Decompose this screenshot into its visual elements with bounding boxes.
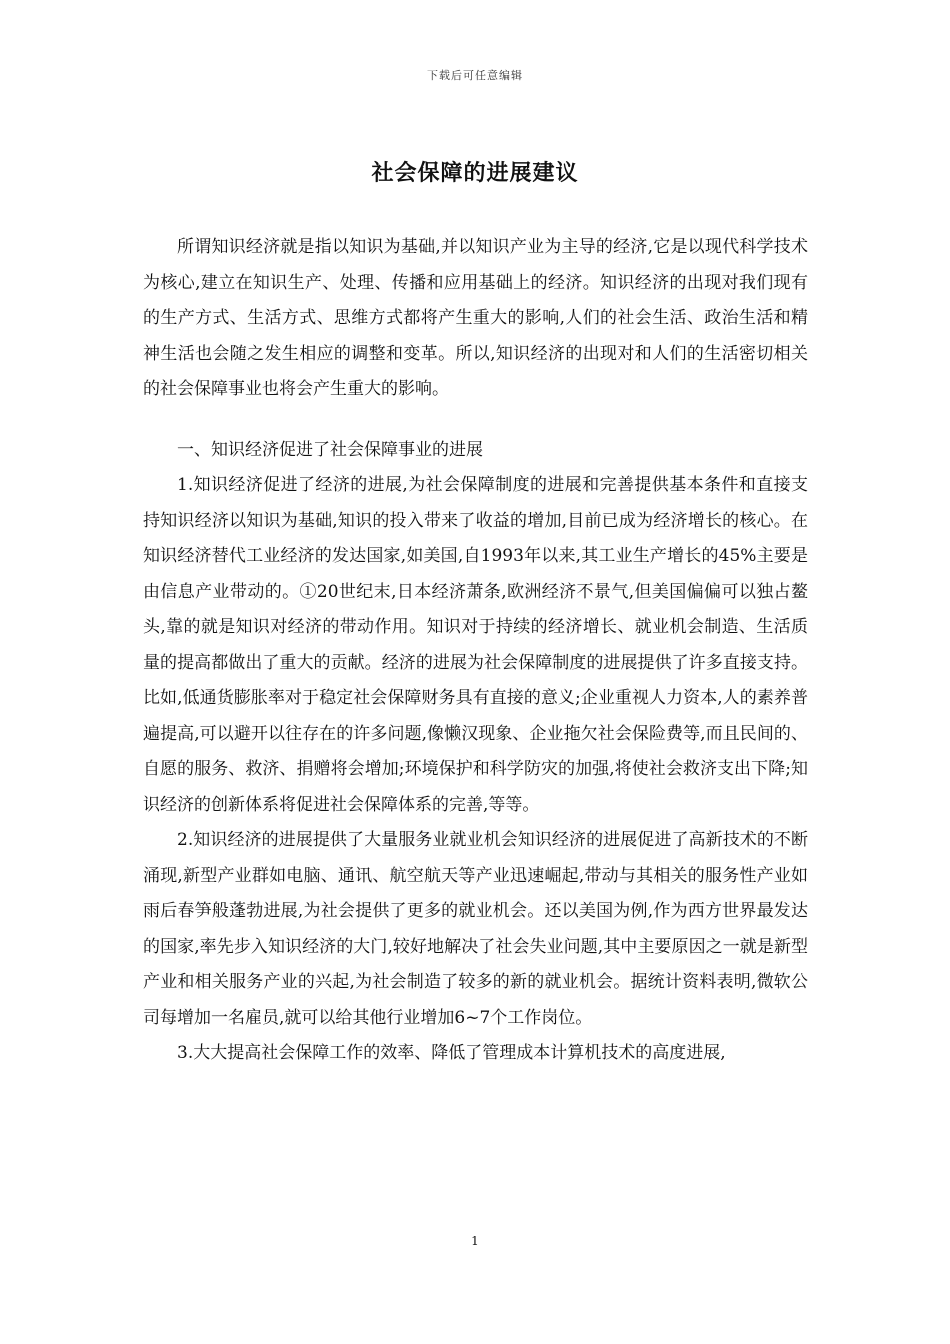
paragraph-point-2: 2.知识经济的进展提供了大量服务业就业机会知识经济的进展促进了高新技术的不断涌现,新型产业群如电脑、通讯、航空航天等产业迅速崛起,带动与其相关的服务性产业如雨后春笋般蓬勃进展,为社会提供了更多的就业机会。还以美国为例,作为西方世界最发达的国家,率先步入知识经济的大门,较好地解决了社会失业问题,其中主要原因之一就是新型产业和相关服务产业的兴起,为社会制造了较多的新的就业机会。据统计资料表明,微软公司每增加一名雇员,就可以给其他行业增加6~7个工作岗位。 — [143, 830, 808, 1028]
document-title: 社会保障的进展建议 — [371, 161, 579, 186]
intro-paragraph: 所谓知识经济就是指以知识为基础,并以知识产业为主导的经济,它是以现代科学技术为核心,建立在知识生产、处理、传播和应用基础上的经济。知识经济的出现对我们现有的生产方式、生活方式、思维方式都将产生重大的影响,人们的社会生活、政治生活和精神生活也会随之发生相应的调整和变革。所以,知识经济的出现对和人们的生活密切相关的社会保障事业也将会产生重大的影响。 — [143, 237, 808, 399]
paragraph-point-1: 1.知识经济促进了经济的进展,为社会保障制度的进展和完善提供基本条件和直接支持知识经济以知识为基础,知识的投入带来了收益的增加,目前已成为经济增长的核心。在知识经济替代工业经济的发达国家,如美国,自1993年以来,其工业生产增长的45%主要是由信息产业带动的。①20世纪末,日本经济萧条,欧洲经济不景气,但美国偏偏可以独占鳌头,靠的就是知识对经济的带动作用。知识对于持续的经济增长、就业机会制造、生活质量的提高都做出了重大的贡献。经济的进展为社会保障制度的进展提供了许多直接支持。比如,低通货膨胀率对于稳定社会保障财务具有直接的意义;企业重视人力资本,人的素养普遍提高,可以避开以往存在的许多问题,像懒汉现象、企业拖欠社会保险费等,而且民间的、自愿的服务、救济、捐赠将会增加;环境保护和科学防灾的加强,将使社会救济支出下降;知识经济的创新体系将促进社会保障体系的完善,等等。 — [143, 475, 808, 815]
header-note: 下载后可任意编辑 — [427, 69, 523, 82]
paragraph-point-3: 3.大大提高社会保障工作的效率、降低了管理成本计算机技术的高度进展, — [177, 1043, 726, 1063]
document-body — [143, 230, 808, 1072]
page-number: 1 — [471, 1234, 479, 1248]
section-heading: 一、知识经济促进了社会保障事业的进展 — [177, 439, 483, 460]
